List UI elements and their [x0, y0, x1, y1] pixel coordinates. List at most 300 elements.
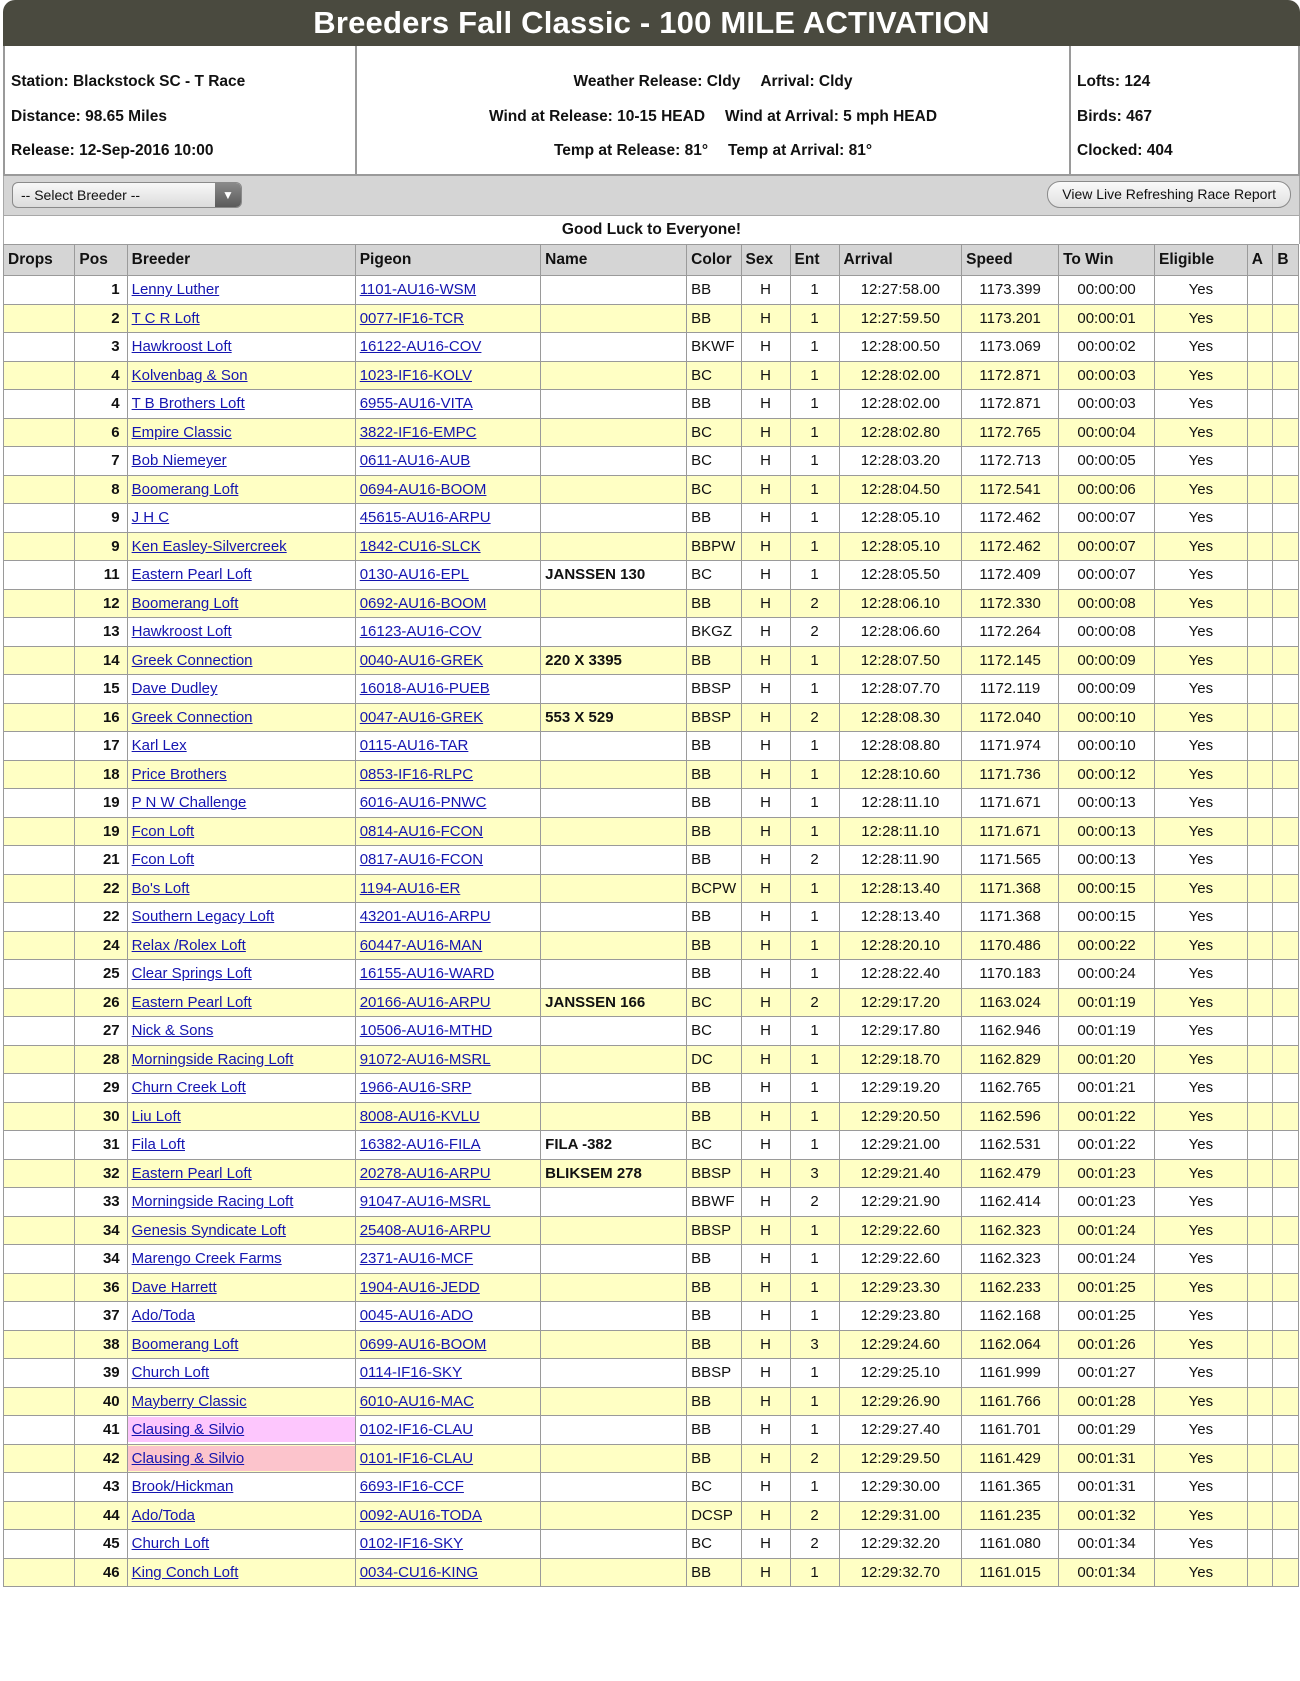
pigeon-cell-link[interactable]: 6010-AU16-MAC — [359, 1392, 474, 1410]
pos-cell: 22 — [75, 874, 127, 903]
pigeon-cell-link[interactable]: 6016-AU16-PNWC — [359, 794, 487, 812]
breeder-cell — [127, 418, 355, 447]
a-cell — [1247, 846, 1273, 875]
pigeon-cell — [355, 1359, 540, 1388]
pos-cell: 7 — [75, 447, 127, 476]
pigeon-cell — [355, 532, 540, 561]
breeder-cell — [127, 1473, 355, 1502]
towin-cell: 00:00:22 — [1059, 931, 1155, 960]
breeder-cell-link[interactable]: Clear Springs Loft — [131, 965, 252, 983]
b-cell — [1273, 1530, 1299, 1559]
table-row — [4, 1216, 1299, 1245]
pos-cell: 43 — [75, 1473, 127, 1502]
speed-cell: 1162.233 — [962, 1273, 1059, 1302]
eligible-cell: Yes — [1155, 703, 1248, 732]
towin-cell: 00:01:22 — [1059, 1131, 1155, 1160]
drops-cell — [4, 1330, 75, 1359]
breeder-cell-link[interactable]: Genesis Syndicate Loft — [131, 1221, 286, 1239]
ent-cell: 1 — [790, 760, 839, 789]
pos-cell: 45 — [75, 1530, 127, 1559]
eligible-cell: Yes — [1155, 1302, 1248, 1331]
pigeon-cell-link[interactable]: 0814-AU16-FCON — [359, 822, 484, 840]
name-cell — [541, 390, 687, 419]
eligible-cell: Yes — [1155, 1330, 1248, 1359]
eligible-cell: Yes — [1155, 361, 1248, 390]
column-header-eligible: Eligible — [1155, 245, 1248, 276]
towin-cell: 00:00:09 — [1059, 646, 1155, 675]
breeder-cell-link[interactable]: Ado/Toda — [131, 1506, 196, 1524]
breeder-cell-link[interactable]: Boomerang Loft — [131, 594, 239, 612]
speed-cell: 1172.145 — [962, 646, 1059, 675]
breeder-cell-link[interactable]: Nick & Sons — [131, 1022, 214, 1040]
breeder-cell-link[interactable]: Price Brothers — [131, 765, 227, 783]
pos-cell: 34 — [75, 1245, 127, 1274]
a-cell — [1247, 561, 1273, 590]
live-report-button[interactable]: View Live Refreshing Race Report — [1047, 181, 1291, 208]
eligible-cell: Yes — [1155, 1017, 1248, 1046]
breeder-cell-link[interactable]: Lenny Luther — [131, 281, 220, 299]
breeder-cell-link[interactable]: Brook/Hickman — [131, 1478, 234, 1496]
a-cell — [1247, 1530, 1273, 1559]
arrival-cell: 12:28:02.00 — [839, 361, 962, 390]
pigeon-cell-link[interactable]: 1101-AU16-WSM — [359, 281, 477, 299]
pigeon-cell-link[interactable]: 0047-AU16-GREK — [359, 708, 484, 726]
speed-cell: 1161.365 — [962, 1473, 1059, 1502]
sex-cell: H — [741, 846, 790, 875]
b-cell — [1273, 1074, 1299, 1103]
color-cell: BBSP — [687, 675, 741, 704]
b-cell — [1273, 1444, 1299, 1473]
eligible-cell: Yes — [1155, 960, 1248, 989]
a-cell — [1247, 1159, 1273, 1188]
ent-cell: 1 — [790, 418, 839, 447]
column-header-pos: Pos — [75, 245, 127, 276]
pigeon-cell — [355, 589, 540, 618]
column-header-speed: Speed — [962, 245, 1059, 276]
table-row — [4, 874, 1299, 903]
color-cell: BC — [687, 1017, 741, 1046]
arrival-cell: 12:28:07.50 — [839, 646, 962, 675]
pos-cell: 39 — [75, 1359, 127, 1388]
pigeon-cell — [355, 817, 540, 846]
breeder-cell-link[interactable]: Clausing & Silvio — [128, 1417, 355, 1442]
pos-cell: 41 — [75, 1416, 127, 1445]
pigeon-cell-link[interactable]: 0699-AU16-BOOM — [359, 1335, 487, 1353]
towin-cell: 00:01:29 — [1059, 1416, 1155, 1445]
b-cell — [1273, 1501, 1299, 1530]
select-breeder-dropdown[interactable] — [12, 182, 242, 208]
pigeon-cell-link[interactable]: 1842-CU16-SLCK — [359, 537, 481, 555]
sex-cell: H — [741, 675, 790, 704]
sex-cell: H — [741, 1501, 790, 1530]
ent-cell: 2 — [790, 846, 839, 875]
towin-cell: 00:01:34 — [1059, 1558, 1155, 1587]
breeder-cell — [127, 1159, 355, 1188]
pigeon-cell-link[interactable]: 1023-IF16-KOLV — [359, 366, 472, 384]
breeder-cell-link[interactable]: Karl Lex — [131, 737, 187, 755]
name-cell — [541, 532, 687, 561]
pigeon-cell — [355, 1159, 540, 1188]
breeder-cell — [127, 1359, 355, 1388]
eligible-cell: Yes — [1155, 732, 1248, 761]
lofts-count: Lofts: 124 — [1077, 73, 1151, 90]
breeder-cell-link[interactable]: Fcon Loft — [131, 851, 195, 869]
color-cell: BC — [687, 361, 741, 390]
a-cell — [1247, 1131, 1273, 1160]
pigeon-cell-link[interactable]: 0102-IF16-CLAU — [359, 1421, 474, 1439]
a-cell — [1247, 1473, 1273, 1502]
breeder-cell-link[interactable]: Eastern Pearl Loft — [131, 566, 252, 584]
pigeon-cell-link[interactable]: 0115-AU16-TAR — [359, 737, 469, 755]
pigeon-cell-link[interactable]: 45615-AU16-ARPU — [359, 509, 491, 527]
clocked-count: Clocked: 404 — [1077, 142, 1173, 159]
table-row — [4, 732, 1299, 761]
pigeon-cell — [355, 276, 540, 305]
pos-cell: 9 — [75, 504, 127, 533]
speed-cell: 1171.974 — [962, 732, 1059, 761]
sex-cell: H — [741, 732, 790, 761]
breeder-cell-link[interactable]: Ken Easley-Silvercreek — [131, 537, 287, 555]
pigeon-cell-link[interactable]: 16123-AU16-COV — [359, 623, 482, 641]
sex-cell: H — [741, 390, 790, 419]
drops-cell — [4, 732, 75, 761]
arrival-cell: 12:28:06.60 — [839, 618, 962, 647]
pigeon-cell-link[interactable]: 60447-AU16-MAN — [359, 936, 483, 954]
towin-cell: 00:01:24 — [1059, 1245, 1155, 1274]
table-row — [4, 1045, 1299, 1074]
breeder-cell-link[interactable]: Boomerang Loft — [131, 480, 239, 498]
pigeon-cell-link[interactable]: 25408-AU16-ARPU — [359, 1221, 491, 1239]
pigeon-cell-link[interactable]: 0102-IF16-SKY — [359, 1535, 464, 1553]
pigeon-cell-link[interactable]: 20278-AU16-ARPU — [359, 1164, 491, 1182]
pigeon-cell-link[interactable]: 10506-AU16-MTHD — [359, 1022, 493, 1040]
eligible-cell: Yes — [1155, 276, 1248, 305]
pigeon-cell-link[interactable]: 0045-AU16-ADO — [359, 1307, 474, 1325]
pigeon-cell-link[interactable]: 20166-AU16-ARPU — [359, 993, 491, 1011]
toolbar — [3, 176, 1300, 216]
name-cell: FILA -382 — [541, 1131, 687, 1160]
breeder-cell-link[interactable]: Fila Loft — [131, 1136, 185, 1154]
eligible-cell: Yes — [1155, 903, 1248, 932]
weather-release-text: Weather Release: Cldy — [573, 73, 741, 90]
breeder-cell-link[interactable]: Relax /Rolex Loft — [131, 936, 246, 954]
eligible-cell: Yes — [1155, 1387, 1248, 1416]
pigeon-cell — [355, 475, 540, 504]
drops-cell — [4, 418, 75, 447]
drops-cell — [4, 1444, 75, 1473]
breeder-cell-link[interactable]: Mayberry Classic — [131, 1392, 247, 1410]
ent-cell: 1 — [790, 561, 839, 590]
breeder-cell-link[interactable]: T C R Loft — [131, 309, 200, 327]
b-cell — [1273, 675, 1299, 704]
sex-cell: H — [741, 333, 790, 362]
ent-cell: 2 — [790, 988, 839, 1017]
speed-cell: 1172.713 — [962, 447, 1059, 476]
pigeon-cell-link[interactable]: 1966-AU16-SRP — [359, 1079, 472, 1097]
name-cell — [541, 1530, 687, 1559]
table-row — [4, 1159, 1299, 1188]
pigeon-cell-link[interactable]: 16018-AU16-PUEB — [359, 680, 490, 698]
name-cell — [541, 618, 687, 647]
name-cell — [541, 504, 687, 533]
table-row — [4, 903, 1299, 932]
pos-cell: 42 — [75, 1444, 127, 1473]
speed-cell: 1161.080 — [962, 1530, 1059, 1559]
pigeon-cell-link[interactable]: 8008-AU16-KVLU — [359, 1107, 480, 1125]
pigeon-cell-link[interactable]: 3822-IF16-EMPC — [359, 423, 477, 441]
towin-cell: 00:00:04 — [1059, 418, 1155, 447]
breeder-cell-link[interactable]: Churn Creek Loft — [131, 1079, 246, 1097]
breeder-cell-link[interactable]: Dave Dudley — [131, 680, 218, 698]
ent-cell: 1 — [790, 304, 839, 333]
breeder-cell-link[interactable]: Clausing & Silvio — [128, 1446, 355, 1471]
breeder-cell-link[interactable]: Hawkroost Loft — [131, 338, 232, 356]
name-cell — [541, 1045, 687, 1074]
breeder-cell-link[interactable]: Hawkroost Loft — [131, 623, 232, 641]
drops-cell — [4, 304, 75, 333]
drops-cell — [4, 846, 75, 875]
column-header-a: A — [1247, 245, 1273, 276]
arrival-cell: 12:27:58.00 — [839, 276, 962, 305]
drops-cell — [4, 1216, 75, 1245]
name-cell — [541, 1416, 687, 1445]
drops-cell — [4, 874, 75, 903]
breeder-cell-link[interactable]: Morningside Racing Loft — [131, 1050, 294, 1068]
speed-cell: 1162.414 — [962, 1188, 1059, 1217]
pos-cell: 40 — [75, 1387, 127, 1416]
towin-cell: 00:01:23 — [1059, 1159, 1155, 1188]
breeder-cell-link[interactable]: Dave Harrett — [131, 1278, 217, 1296]
breeder-cell-link[interactable]: Greek Connection — [131, 708, 253, 726]
speed-cell: 1172.119 — [962, 675, 1059, 704]
table-row — [4, 817, 1299, 846]
ent-cell: 1 — [790, 789, 839, 818]
breeder-cell-link[interactable]: Morningside Racing Loft — [131, 1193, 294, 1211]
drops-cell — [4, 1501, 75, 1530]
sex-cell: H — [741, 1074, 790, 1103]
arrival-cell: 12:29:30.00 — [839, 1473, 962, 1502]
breeder-cell-link[interactable]: Eastern Pearl Loft — [131, 1164, 252, 1182]
table-row — [4, 703, 1299, 732]
pos-cell: 36 — [75, 1273, 127, 1302]
arrival-cell: 12:29:23.30 — [839, 1273, 962, 1302]
pigeon-cell-link[interactable]: 0130-AU16-EPL — [359, 566, 469, 584]
select-breeder-label: -- Select Breeder -- — [21, 187, 141, 203]
table-row — [4, 760, 1299, 789]
breeder-cell-link[interactable]: Ado/Toda — [131, 1307, 196, 1325]
pigeon-cell-link[interactable]: 0101-IF16-CLAU — [359, 1449, 474, 1467]
name-cell — [541, 276, 687, 305]
b-cell — [1273, 703, 1299, 732]
breeder-cell-link[interactable]: Bo's Loft — [131, 879, 190, 897]
a-cell — [1247, 1330, 1273, 1359]
eligible-cell: Yes — [1155, 1188, 1248, 1217]
b-cell — [1273, 304, 1299, 333]
arrival-cell: 12:28:05.10 — [839, 504, 962, 533]
table-row — [4, 475, 1299, 504]
speed-cell: 1162.946 — [962, 1017, 1059, 1046]
arrival-cell: 12:28:08.30 — [839, 703, 962, 732]
pigeon-cell-link[interactable]: 2371-AU16-MCF — [359, 1250, 474, 1268]
ent-cell: 1 — [790, 390, 839, 419]
pigeon-cell-link[interactable]: 43201-AU16-ARPU — [359, 908, 491, 926]
race-info-panel — [3, 46, 1300, 176]
towin-cell: 00:00:13 — [1059, 789, 1155, 818]
drops-cell — [4, 817, 75, 846]
column-header-b: B — [1273, 245, 1299, 276]
breeder-cell — [127, 903, 355, 932]
name-cell — [541, 1558, 687, 1587]
ent-cell: 1 — [790, 1416, 839, 1445]
speed-cell: 1171.368 — [962, 874, 1059, 903]
pigeon-cell — [355, 703, 540, 732]
breeder-cell-link[interactable]: J H C — [131, 509, 170, 527]
towin-cell: 00:00:13 — [1059, 817, 1155, 846]
breeder-cell-link[interactable]: Kolvenbag & Son — [131, 366, 248, 384]
arrival-cell: 12:28:05.10 — [839, 532, 962, 561]
table-row — [4, 361, 1299, 390]
pigeon-cell — [355, 1444, 540, 1473]
race-info-left — [5, 46, 357, 174]
ent-cell: 2 — [790, 1188, 839, 1217]
pos-cell: 18 — [75, 760, 127, 789]
ent-cell: 1 — [790, 1473, 839, 1502]
pigeon-cell-link[interactable]: 91072-AU16-MSRL — [359, 1050, 491, 1068]
color-cell: BB — [687, 390, 741, 419]
pigeon-cell-link[interactable]: 0611-AU16-AUB — [359, 452, 471, 470]
table-row — [4, 618, 1299, 647]
ent-cell: 2 — [790, 1501, 839, 1530]
a-cell — [1247, 618, 1273, 647]
breeder-cell-link[interactable]: Eastern Pearl Loft — [131, 993, 252, 1011]
sex-cell: H — [741, 1188, 790, 1217]
speed-cell: 1161.766 — [962, 1387, 1059, 1416]
name-cell — [541, 1017, 687, 1046]
towin-cell: 00:01:25 — [1059, 1302, 1155, 1331]
arrival-cell: 12:28:00.50 — [839, 333, 962, 362]
drops-cell — [4, 1530, 75, 1559]
eligible-cell: Yes — [1155, 846, 1248, 875]
breeder-cell-link[interactable]: Liu Loft — [131, 1107, 181, 1125]
breeder-cell — [127, 390, 355, 419]
pigeon-cell — [355, 1245, 540, 1274]
color-cell: BC — [687, 1131, 741, 1160]
table-row — [4, 532, 1299, 561]
sex-cell: H — [741, 760, 790, 789]
pigeon-cell-link[interactable]: 6693-IF16-CCF — [359, 1478, 464, 1496]
breeder-cell — [127, 931, 355, 960]
towin-cell: 00:00:10 — [1059, 732, 1155, 761]
b-cell — [1273, 874, 1299, 903]
breeder-cell-link[interactable]: Empire Classic — [131, 423, 232, 441]
speed-cell: 1162.168 — [962, 1302, 1059, 1331]
pigeon-cell-link[interactable]: 16122-AU16-COV — [359, 338, 482, 356]
pigeon-cell-link[interactable]: 0092-AU16-TODA — [359, 1506, 482, 1524]
breeder-cell-link[interactable]: Greek Connection — [131, 651, 253, 669]
pigeon-cell — [355, 1473, 540, 1502]
breeder-cell-link[interactable]: Church Loft — [131, 1364, 210, 1382]
pigeon-cell-link[interactable]: 16382-AU16-FILA — [359, 1136, 481, 1154]
pigeon-cell-link[interactable]: 0040-AU16-GREK — [359, 651, 484, 669]
drops-cell — [4, 675, 75, 704]
pigeon-cell-link[interactable]: 0853-IF16-RLPC — [359, 765, 474, 783]
ent-cell: 3 — [790, 1330, 839, 1359]
breeder-cell — [127, 1245, 355, 1274]
towin-cell: 00:00:02 — [1059, 333, 1155, 362]
breeder-cell-link[interactable]: P N W Challenge — [131, 794, 247, 812]
a-cell — [1247, 760, 1273, 789]
table-row — [4, 418, 1299, 447]
column-header-sex: Sex — [741, 245, 790, 276]
pigeon-cell-link[interactable]: 6955-AU16-VITA — [359, 395, 473, 413]
table-row — [4, 1017, 1299, 1046]
breeder-cell-link[interactable]: Southern Legacy Loft — [131, 908, 275, 926]
towin-cell: 00:00:03 — [1059, 390, 1155, 419]
name-cell — [541, 1188, 687, 1217]
eligible-cell: Yes — [1155, 304, 1248, 333]
color-cell: BC — [687, 988, 741, 1017]
drops-cell — [4, 789, 75, 818]
breeder-cell-link[interactable]: T B Brothers Loft — [131, 395, 245, 413]
arrival-cell: 12:28:05.50 — [839, 561, 962, 590]
pigeon-cell-link[interactable]: 1194-AU16-ER — [359, 879, 461, 897]
pigeon-cell-link[interactable]: 1904-AU16-JEDD — [359, 1278, 480, 1296]
breeder-cell-link[interactable]: Boomerang Loft — [131, 1335, 239, 1353]
b-cell — [1273, 1045, 1299, 1074]
pigeon-cell-link[interactable]: 0034-CU16-KING — [359, 1563, 479, 1581]
pigeon-cell-link[interactable]: 16155-AU16-WARD — [359, 965, 495, 983]
drops-cell — [4, 1416, 75, 1445]
towin-cell: 00:01:23 — [1059, 1188, 1155, 1217]
pigeon-cell — [355, 1131, 540, 1160]
pigeon-cell — [355, 675, 540, 704]
breeder-cell-link[interactable]: Church Loft — [131, 1535, 210, 1553]
drops-cell — [4, 333, 75, 362]
column-header-ent: Ent — [790, 245, 839, 276]
pigeon-cell-link[interactable]: 0077-IF16-TCR — [359, 309, 464, 327]
towin-cell: 00:01:27 — [1059, 1359, 1155, 1388]
breeder-cell-link[interactable]: King Conch Loft — [131, 1563, 239, 1581]
name-cell — [541, 789, 687, 818]
pigeon-cell-link[interactable]: 0114-IF16-SKY — [359, 1364, 462, 1382]
table-row — [4, 1444, 1299, 1473]
drops-cell — [4, 276, 75, 305]
breeder-cell — [127, 703, 355, 732]
breeder-cell-link[interactable]: Bob Niemeyer — [131, 452, 227, 470]
speed-cell: 1173.201 — [962, 304, 1059, 333]
distance-text: Distance: 98.65 Miles — [11, 107, 167, 125]
breeder-cell-link[interactable]: Marengo Creek Farms — [131, 1250, 282, 1268]
sex-cell: H — [741, 475, 790, 504]
table-row — [4, 960, 1299, 989]
color-cell: DCSP — [687, 1501, 741, 1530]
color-cell: BB — [687, 903, 741, 932]
pigeon-cell — [355, 846, 540, 875]
breeder-cell-link[interactable]: Fcon Loft — [131, 822, 195, 840]
breeder-cell — [127, 1045, 355, 1074]
pigeon-cell-link[interactable]: 0692-AU16-BOOM — [359, 594, 487, 612]
pigeon-cell-link[interactable]: 0817-AU16-FCON — [359, 851, 484, 869]
pigeon-cell-link[interactable]: 91047-AU16-MSRL — [359, 1193, 491, 1211]
breeder-cell — [127, 1131, 355, 1160]
pigeon-cell-link[interactable]: 0694-AU16-BOOM — [359, 480, 487, 498]
color-cell: BB — [687, 789, 741, 818]
speed-cell: 1162.323 — [962, 1245, 1059, 1274]
b-cell — [1273, 931, 1299, 960]
towin-cell: 00:01:31 — [1059, 1444, 1155, 1473]
speed-cell: 1172.409 — [962, 561, 1059, 590]
ent-cell: 1 — [790, 361, 839, 390]
